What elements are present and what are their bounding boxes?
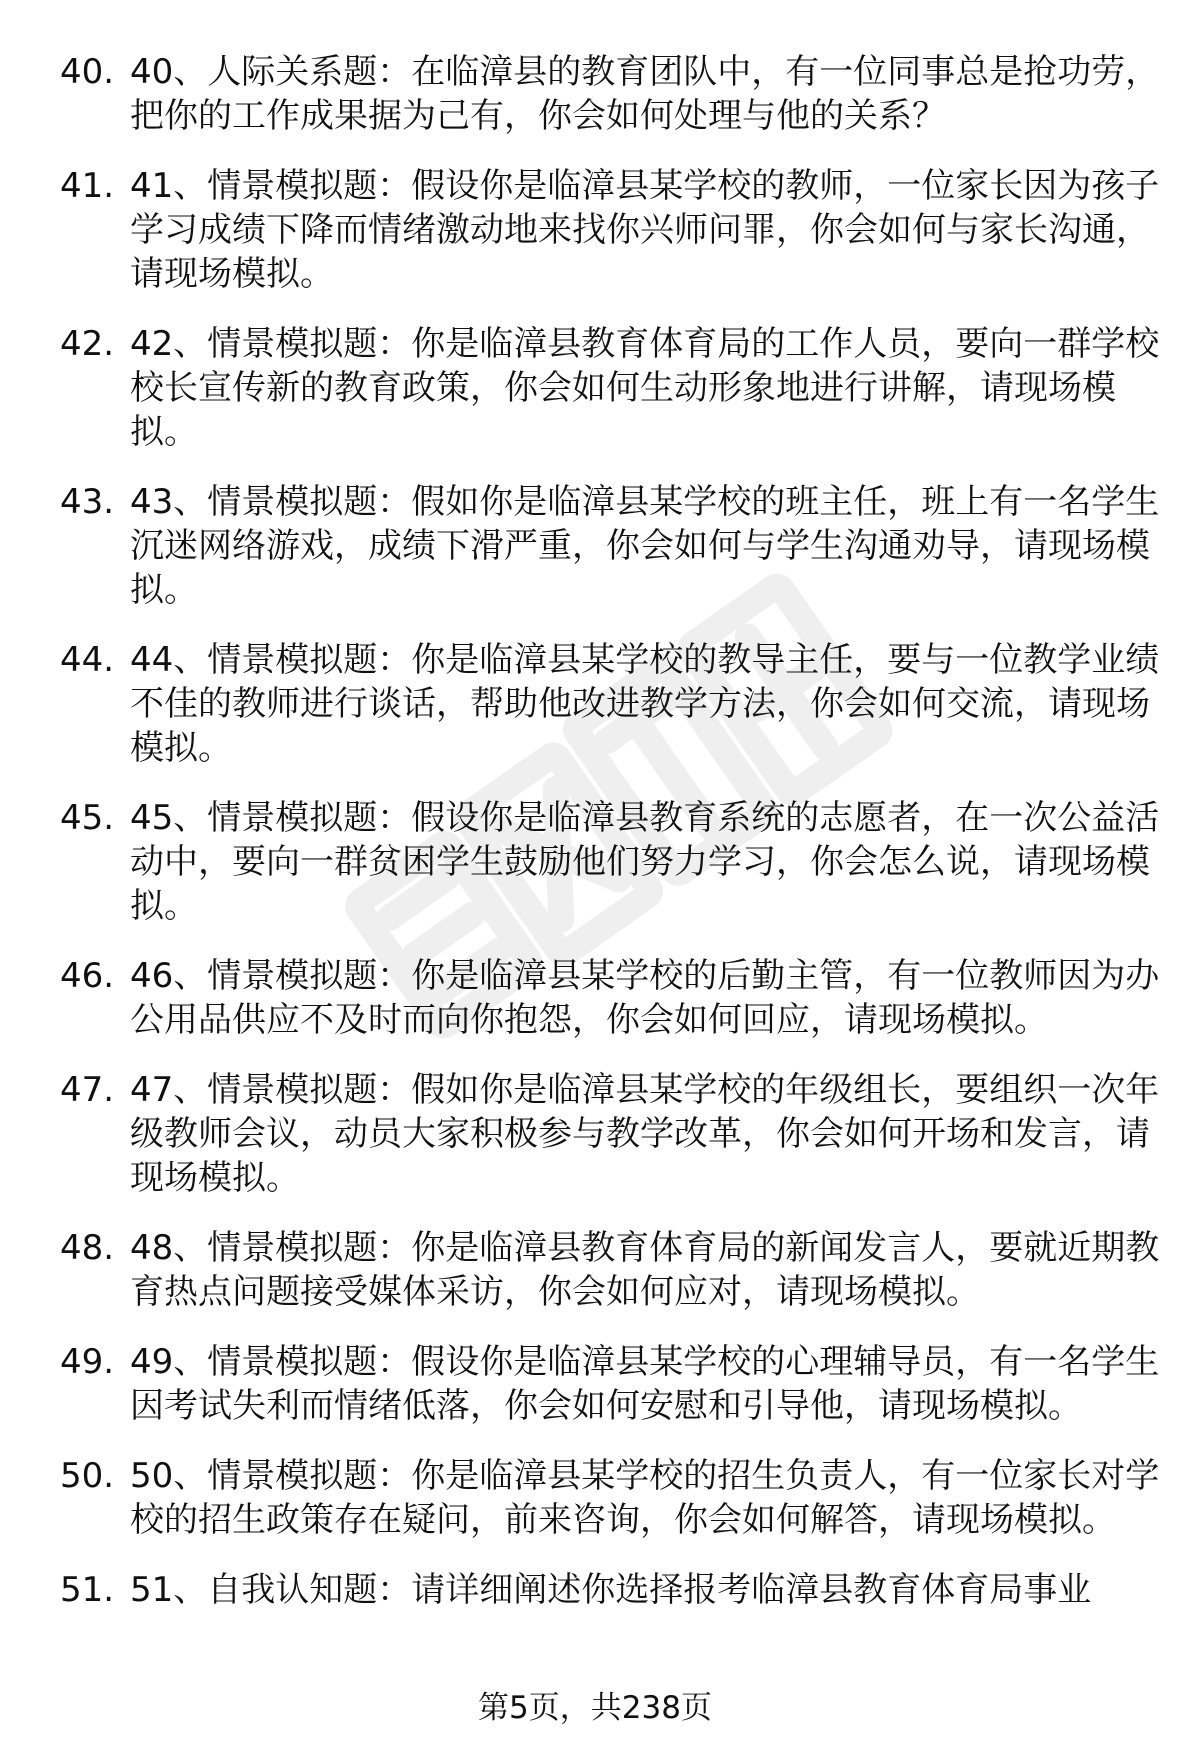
question-text: 43、情景模拟题：假如你是临漳县某学校的班主任，班上有一名学生沉迷网络游戏，成绩下滑严重，你会如何与学生沟通劝导，请现场模拟。 [130, 482, 1160, 610]
question-text: 50、情景模拟题：你是临漳县某学校的招生负责人，有一位家长对学校的招生政策存在疑问，前来咨询，你会如何解答，请现场模拟。 [130, 1456, 1160, 1540]
question-item [60, 164, 1160, 296]
question-item [60, 1454, 1160, 1542]
question-item [60, 1340, 1160, 1428]
question-text: 44、情景模拟题：你是临漳县某学校的教导主任，要与一位教学业绩不佳的教师进行谈话，帮助他改进教学方法，你会如何交流，请现场模拟。 [130, 640, 1160, 768]
question-number: 41. [60, 166, 115, 206]
page-footer [0, 1688, 1190, 1728]
question-number: 42. [60, 324, 115, 364]
question-text: 48、情景模拟题：你是临漳县教育体育局的新闻发言人，要就近期教育热点问题接受媒体采访，你会如何应对，请现场模拟。 [130, 1228, 1160, 1312]
question-number: 45. [60, 798, 115, 838]
question-number: 51. [60, 1570, 115, 1610]
question-number: 43. [60, 482, 115, 522]
question-text: 41、情景模拟题：假设你是临漳县某学校的教师，一位家长因为孩子学习成绩下降而情绪激动地来找你兴师问罪，你会如何与家长沟通，请现场模拟。 [130, 166, 1160, 294]
question-text: 45、情景模拟题：假设你是临漳县教育系统的志愿者，在一次公益活动中，要向一群贫困学生鼓励他们努力学习，你会怎么说，请现场模拟。 [130, 798, 1160, 926]
question-text: 49、情景模拟题：假设你是临漳县某学校的心理辅导员，有一名学生因考试失利而情绪低落，你会如何安慰和引导他，请现场模拟。 [130, 1342, 1160, 1426]
question-item [60, 796, 1160, 928]
question-text: 47、情景模拟题：假如你是临漳县某学校的年级组长，要组织一次年级教师会议，动员大家积极参与教学改革，你会如何开场和发言，请现场模拟。 [130, 1070, 1160, 1198]
question-item [60, 322, 1160, 454]
question-list [60, 50, 1160, 1638]
page-number-label: 第5页，共238页 [478, 1690, 712, 1726]
question-number: 44. [60, 640, 115, 680]
question-number: 46. [60, 956, 115, 996]
question-number: 47. [60, 1070, 115, 1110]
question-item [60, 1568, 1160, 1612]
question-item [60, 954, 1160, 1042]
question-item [60, 1068, 1160, 1200]
question-number: 48. [60, 1228, 115, 1268]
question-text: 42、情景模拟题：你是临漳县教育体育局的工作人员，要向一群学校校长宣传新的教育政策，你会如何生动形象地进行讲解，请现场模拟。 [130, 324, 1160, 452]
question-item [60, 1226, 1160, 1314]
question-item [60, 480, 1160, 612]
question-item [60, 50, 1160, 138]
question-item [60, 638, 1160, 770]
question-number: 49. [60, 1342, 115, 1382]
question-text: 46、情景模拟题：你是临漳县某学校的后勤主管，有一位教师因为办公用品供应不及时而向你抱怨，你会如何回应，请现场模拟。 [130, 956, 1160, 1040]
question-number: 40. [60, 52, 115, 92]
question-text: 40、人际关系题：在临漳县的教育团队中，有一位同事总是抢功劳，把你的工作成果据为己有，你会如何处理与他的关系？ [130, 52, 1160, 136]
question-text: 51、自我认知题：请详细阐述你选择报考临漳县教育体育局事业 [130, 1570, 1092, 1610]
question-number: 50. [60, 1456, 115, 1496]
